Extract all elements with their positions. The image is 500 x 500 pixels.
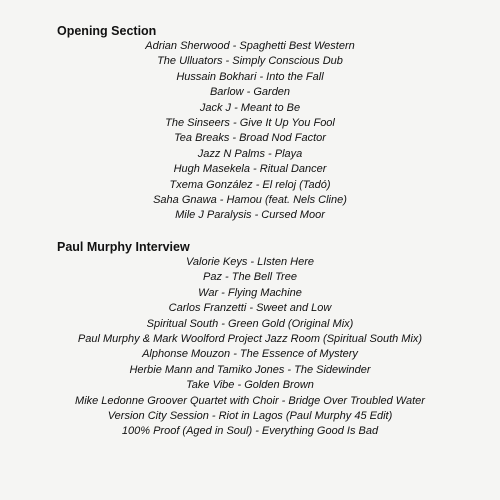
track-item: Jazz N Palms - Playa — [197, 147, 303, 160]
track-item: Herbie Mann and Tamiko Jones - The Sidewinder — [129, 363, 371, 376]
section-heading: Paul Murphy Interview — [57, 240, 190, 254]
track-item: Saha Gnawa - Hamou (feat. Nels Cline) — [153, 193, 347, 206]
track-list — [0, 39, 500, 224]
track-item: 100% Proof (Aged in Soul) - Everything Good Is Bad — [121, 425, 379, 438]
track-item: Jack J - Meant to Be — [199, 101, 301, 114]
track-item: Adrian Sherwood - Spaghetti Best Western — [145, 40, 355, 52]
track-item: Mike Ledonne Groover Quartet with Choir - Bridge Over Troubled Water — [75, 394, 425, 407]
section-heading: Opening Section — [57, 24, 157, 38]
track-item: The Ulluators - Simply Conscious Dub — [157, 55, 343, 68]
track-item: War - Flying Machine — [198, 286, 302, 299]
track-item: Carlos Franzetti - Sweet and Low — [168, 302, 332, 315]
track-item: Take Vibe - Golden Brown — [186, 379, 314, 392]
track-item: Valorie Keys - LIsten Here — [186, 256, 314, 268]
track-item: Barlow - Garden — [209, 86, 291, 99]
track-list — [0, 255, 500, 440]
track-item: Paz - The Bell Tree — [203, 271, 297, 284]
track-item: The Sinseers - Give It Up You Fool — [165, 116, 335, 129]
track-item: Spiritual South - Green Gold (Original Mix) — [146, 317, 354, 330]
track-item: Paul Murphy & Mark Woolford Project Jazz Room (Spiritual South Mix) — [77, 332, 423, 345]
track-item: Tea Breaks - Broad Nod Factor — [174, 132, 326, 145]
track-item: Mile J Paralysis - Cursed Moor — [175, 209, 325, 222]
track-item: Hugh Masekela - Ritual Dancer — [173, 163, 327, 176]
track-item: Txema González - El reloj (Tadó) — [169, 178, 331, 191]
track-item: Alphonse Mouzon - The Essence of Mystery — [142, 348, 358, 361]
track-item: Version City Session - Riot in Lagos (Paul Murphy 45 Edit) — [107, 409, 393, 422]
track-item: Hussain Bokhari - Into the Fall — [176, 70, 324, 83]
